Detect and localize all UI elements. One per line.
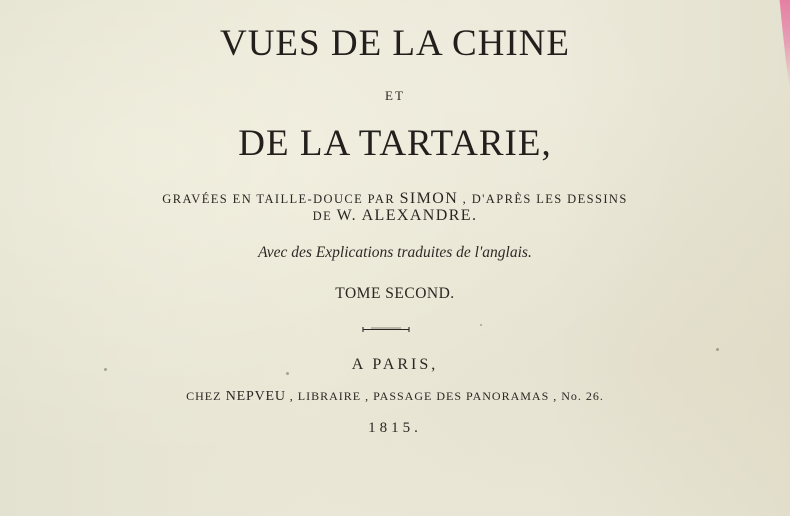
publisher-chez: CHEZ — [186, 389, 222, 403]
imprint-publisher — [0, 389, 790, 405]
artist-credit — [0, 207, 790, 225]
publisher-name: NEPVEU — [225, 389, 286, 404]
publisher-address: , LIBRAIRE , PASSAGE DES PANORAMAS , No. 26. — [285, 389, 604, 403]
explications-line: Avec des Explications traduites de l'anglais. — [258, 244, 532, 261]
paper-speck — [716, 348, 719, 351]
engraver-name: SIMON — [399, 190, 459, 207]
paper-speck — [480, 324, 482, 326]
title-line-2: DE LA TARTARIE, — [238, 123, 552, 164]
engraving-prefix: GRAVÉES EN TAILLE-DOUCE PAR — [162, 192, 400, 206]
imprint-year: 1815. — [368, 420, 422, 436]
imprint-city: A PARIS, — [351, 356, 439, 373]
artist-name: W. ALEXANDRE. — [336, 207, 478, 224]
engraving-credit — [0, 190, 790, 208]
title-conjunction: ET — [385, 88, 405, 103]
title-line-1: VUES DE LA CHINE — [219, 23, 570, 64]
artist-prefix: DE — [312, 209, 337, 223]
paper-speck — [286, 372, 289, 375]
rule-ornament — [361, 326, 411, 333]
volume-label: TOME SECOND. — [335, 285, 455, 302]
engraving-suffix: , D'APRÈS LES DESSINS — [458, 192, 628, 206]
paper-speck — [104, 368, 107, 371]
